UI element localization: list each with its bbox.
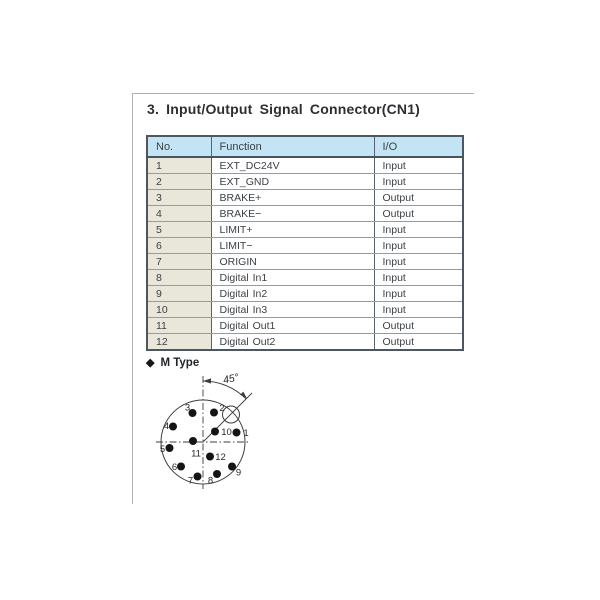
cell-io: Output [374,190,463,206]
section-title: 3. Input/Output Signal Connector(CN1) [147,101,421,117]
pin-label-3: 3 [184,402,191,414]
pin-dot-10 [211,428,219,436]
table-row [147,334,463,351]
pin-dot-7 [194,473,202,481]
cell-function: Digital In3 [211,302,374,318]
io-table-rows [147,157,463,350]
pin-dot-4 [169,423,177,431]
m-type-label: M Type [160,357,200,369]
cell-function: Digital Out1 [211,318,374,334]
cell-no: 3 [147,190,211,206]
cell-function: BRAKE+ [211,190,374,206]
pin-dot-2 [210,409,218,417]
table-header-row [147,136,463,157]
cell-no: 9 [147,286,211,302]
cell-io: Input [374,222,463,238]
cell-function: Digital In2 [211,286,374,302]
cell-no: 5 [147,222,211,238]
header-function: Function [211,136,374,157]
table-row [147,222,463,238]
cell-function: LIMIT− [211,238,374,254]
cell-function: EXT_DC24V [211,157,374,174]
cell-no: 11 [147,318,211,334]
table-row [147,318,463,334]
header-no: No. [147,136,211,157]
cell-no: 7 [147,254,211,270]
pin-label-12: 12 [215,452,226,463]
pin-dot-12 [206,453,214,461]
pin-label-9: 9 [235,467,242,479]
table-row [147,302,463,318]
cell-no: 6 [147,238,211,254]
header-io: I/O [374,136,463,157]
pin-label-11: 11 [191,448,201,460]
pin-label-4: 4 [163,421,170,432]
cell-io: Output [374,318,463,334]
cell-function: BRAKE− [211,206,374,222]
pin-dot-9 [228,463,236,471]
cell-no: 12 [147,334,211,351]
cell-io: Input [374,174,463,190]
table-row [147,174,463,190]
pin-dot-6 [177,463,185,471]
pin-label-5: 5 [159,444,166,455]
pin-label-10: 10 [221,427,232,438]
table-row [147,206,463,222]
cell-io: Input [374,286,463,302]
table-row [147,157,463,174]
cell-no: 8 [147,270,211,286]
pin-label-6: 6 [171,462,178,473]
cell-io: Output [374,206,463,222]
cell-function: ORIGIN [211,254,374,270]
cell-function: LIMIT+ [211,222,374,238]
diamond-bullet-icon: ◆ [146,357,155,369]
io-signal-table [146,135,464,351]
cell-io: Input [374,157,463,174]
cell-no: 4 [147,206,211,222]
pin-label-2: 2 [219,403,225,414]
table-row [147,238,463,254]
table-row [147,190,463,206]
cell-io: Input [374,270,463,286]
pin-label-8: 8 [207,475,214,487]
pin-dot-5 [166,444,174,452]
cell-io: Input [374,302,463,318]
cell-no: 1 [147,157,211,174]
cell-io: Input [374,254,463,270]
angle-label: 45° [221,371,241,387]
pin-dot-8 [213,470,221,478]
arc-arrowhead-right [240,392,247,399]
pin-label-1: 1 [243,428,249,439]
cell-no: 2 [147,174,211,190]
connector-pinout-diagram [140,368,275,503]
cell-no: 10 [147,302,211,318]
table-row [147,254,463,270]
pin-dot-11 [189,437,197,445]
cell-io: Input [374,238,463,254]
cell-function: Digital Out2 [211,334,374,351]
table-row [147,286,463,302]
table-row [147,270,463,286]
cell-function: EXT_GND [211,174,374,190]
pin-label-7: 7 [187,475,194,487]
arc-arrowhead-left [203,378,211,383]
cell-function: Digital In1 [211,270,374,286]
pin-dot-1 [233,429,241,437]
cell-io: Output [374,334,463,351]
